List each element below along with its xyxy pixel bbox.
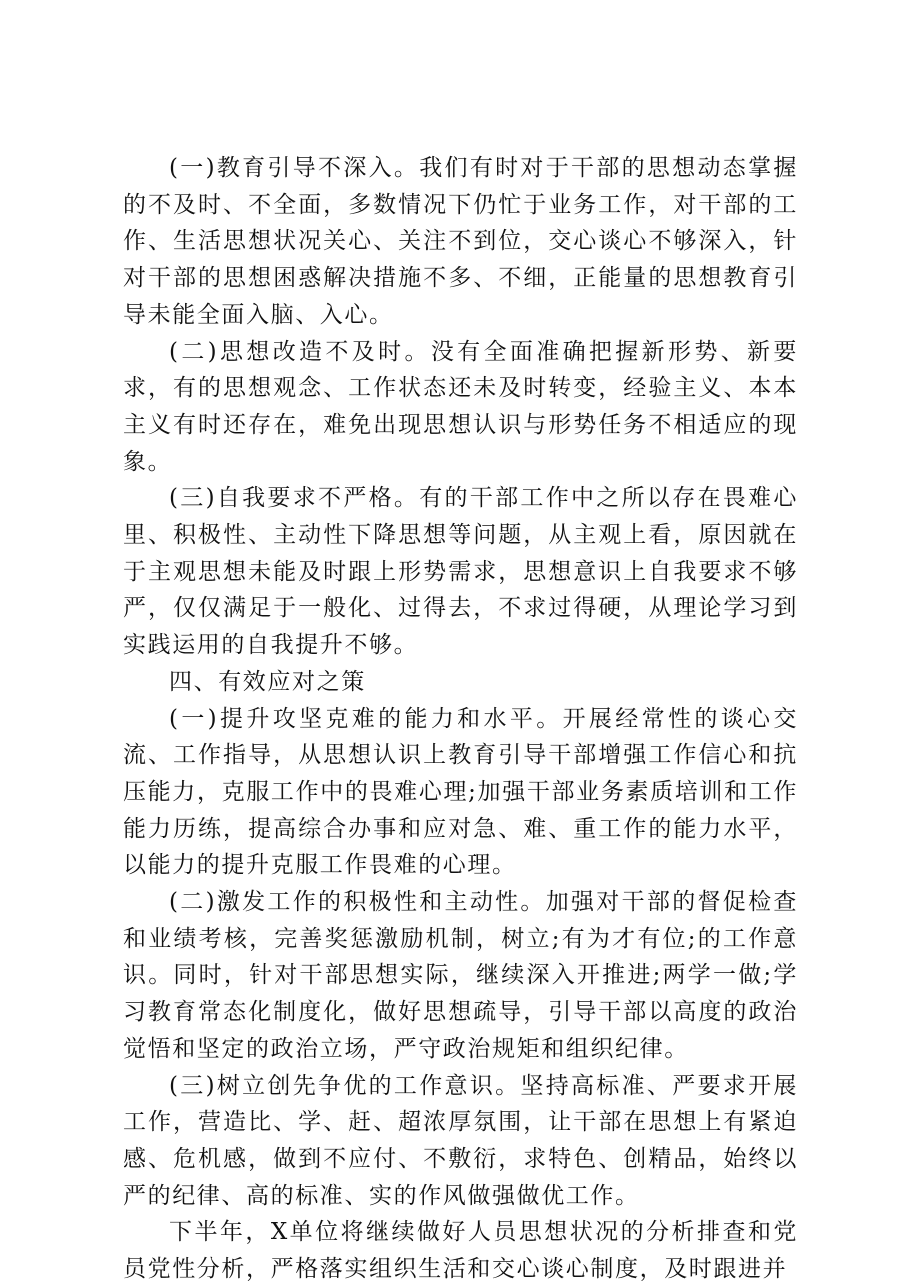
paragraph-second-half-plan: 下半年，X单位将继续做好人员思想状况的分析排查和党员党性分析，严格落实组织生活和交心谈心制度，及时跟进并 <box>123 1219 798 1283</box>
paragraph-education-guidance: (一)教育引导不深入。我们有时对于干部的思想动态掌握的不及时、不全面，多数情况下仍忙于业务工作，对干部的工作、生活思想状况关心、关注不到位，交心谈心不够深入，针对干部的思想困惑解决措施不多、不细，正能量的思想教育引导未能全面入脑、入心。 <box>123 155 798 328</box>
section-heading-countermeasures: 四、有效应对之策 <box>169 668 366 695</box>
paragraph-excellence-awareness: (三)树立创先争优的工作意识。坚持高标准、严要求开展工作，营造比、学、赶、超浓厚氛围，让干部在思想上有紧迫感、危机感，做到不应付、不敷衍，求特色、创精品，始终以严的纪律、高的标准、实的作风做强做优工作。 <box>123 1072 798 1209</box>
paragraph-motivation: (二)激发工作的积极性和主动性。加强对干部的督促检查和业绩考核，完善奖惩激励机制，树立;有为才有位;的工作意识。同时，针对干部思想实际，继续深入开推进;两学一做;学习教育常态化制度化，做好思想疏导，引导干部以高度的政治觉悟和坚定的政治立场，严守政治规矩和组织纪律。 <box>123 889 798 1062</box>
document-body <box>123 150 798 1288</box>
paragraph-thought-reform: (二)思想改造不及时。没有全面准确把握新形势、新要求，有的思想观念、工作状态还未及时转变，经验主义、本本主义有时还存在，难免出现思想认识与形势任务不相适应的现象。 <box>123 338 798 475</box>
paragraph-self-requirement: (三)自我要求不严格。有的干部工作中之所以存在畏难心里、积极性、主动性下降思想等问题，从主观上看，原因就在于主观思想未能及时跟上形势需求，思想意识上自我要求不够严，仅仅满足于一般化、过得去，不求过得硬，从理论学习到实践运用的自我提升不够。 <box>123 485 798 659</box>
paragraph-capability-improvement: (一)提升攻坚克难的能力和水平。开展经常性的谈心交流、工作指导，从思想认识上教育引导干部增强工作信心和抗压能力，克服工作中的畏难心理;加强干部业务素质培训和工作能力历练，提高综合办事和应对急、难、重工作的能力水平，以能力的提升克服工作畏难的心理。 <box>123 705 798 879</box>
